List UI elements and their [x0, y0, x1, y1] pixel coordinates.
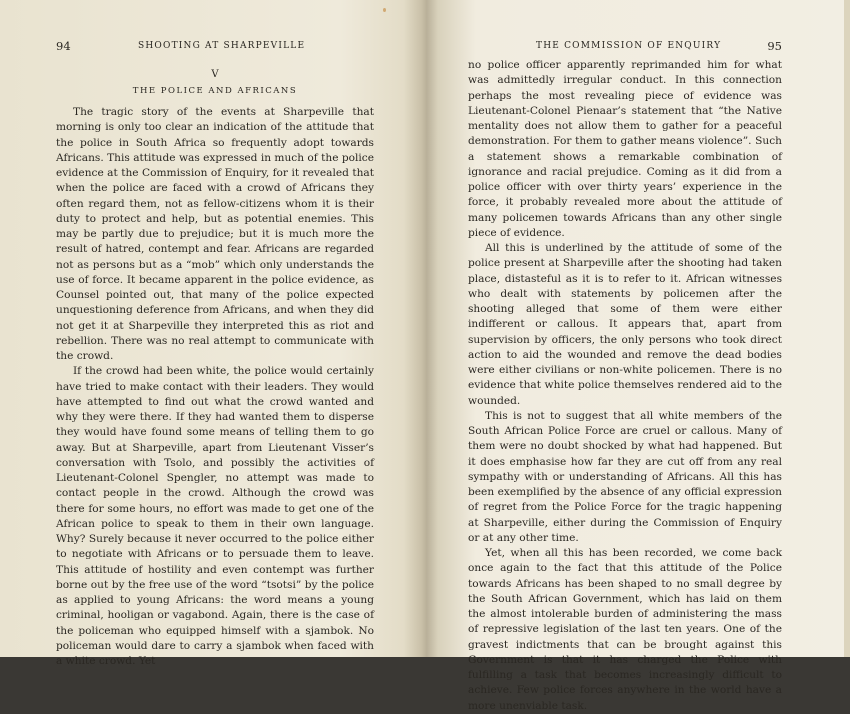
- paragraph: Yet, when all this has been recorded, we come back once again to the fact that this attitude of the Police towards Africans has been shaped to no small degree by the South African Government, which has laid on them the almost intolerable burden of administering the mass of repressive legislation of the last ten years. One of the gravest indictments that can be brought against this Government is that it has charged the Police with fulfilling a task that becomes increasingly difficult to achieve. Few police forces anywhere in the world have a more unenviable task.: [468, 547, 782, 712]
- paragraph: no police officer apparently reprimanded him for what was admittedly irregular conduct. In this connection perhaps the most revealing piece of evidence was Lieutenant-Colonel Pienaar’s statement that “the Native mentality does not allow them to gather for a peaceful demonstration. For them to gather means violence”. Such a statement shows a remarkable combination of ignorance and racial prejudice. Coming as it did from a police officer with over thirty years’ experience in the force, it probably revealed more about the attitude of many policemen towards Africans than any other single piece of evidence.: [468, 59, 782, 239]
- paragraph: All this is underlined by the attitude of some of the police present at Sharpeville after the shooting had taken place, distasteful as it is to refer to it. African witnesses who dealt with statements by policemen after the shooting alleged that some of them were either indifferent or callous. It appears that, apart from supervision by officers, the only persons who took direct action to aid the wounded and remove the dead bodies were either civilians or non-white policemen. There is no evidence that white police themselves rendered aid to the wounded.: [468, 242, 782, 407]
- page-edge: [844, 0, 850, 657]
- paragraph: If the crowd had been white, the police would certainly have tried to make contact with their leaders. They would have attempted to find out what the crowd wanted and why they were there. If they had wanted them to disperse they would have found some means of telling them to go away. But at Sharpeville, apart from Lieutenant Visser’s conversation with Tsolo, and possibly the activities of Lieutenant-Colonel Spengler, no attempt was made to contact people in the crowd. Although the crowd was there for some hours, no effort was made to get one of the African police to speak to them in their own language. Why? Surely because it never occurred to the police either to negotiate with Africans or to persuade them to leave. This attitude of hostility and even contempt was further borne out by the free use of the word “tsotsi” by the police as applied to young Africans: the word means a young criminal, hooligan or vagabond. Again, there is the case of the policeman who equipped himself with a sjambok. No policeman would dare to carry a sjambok when faced with a white crowd. Yet: [56, 365, 374, 667]
- paragraph: This is not to suggest that all white members of the South African Police Force are cruel or callous. Many of them were no doubt shocked by what had happened. But it does emphasise how far they are cut off from any real sympathy with or understanding of Africans. All this has been exemplified by the absence of any official expression of regret from the Police Force for the tragic happening at Sharpeville, either during the Commission of Enquiry or at any other time.: [468, 409, 782, 544]
- body-text: [56, 105, 374, 669]
- paragraph: The tragic story of the events at Sharpeville that morning is only too clear an indication of the attitude that the police in South Africa so frequently adopt towards Africans. This attitude was expressed in much of the police evidence at the Commission of Enquiry, for it revealed that when the police are faced with a crowd of Africans they often regard them, not as fellow-citizens whom it is their duty to protect and help, but as potential enemies. This may be partly due to prejudice; but it is much more the result of hatred, contempt and fear. Africans are regarded not as persons but as a “mob” which only understands the use of force. It became apparent in the police evidence, as Counsel pointed out, that many of the police expected unquestioning deference from Africans, and when they did not get it at Sharpeville they interpreted this as riot and rebellion. There was no real attempt to communicate with the crowd.: [56, 106, 374, 362]
- chapter-number: V: [211, 69, 219, 80]
- paper-stain: [383, 8, 386, 12]
- running-head-title: THE COMMISSION OF ENQUIRY: [536, 41, 722, 51]
- left-page: [56, 0, 374, 667]
- right-page: [468, 0, 782, 712]
- running-head: [56, 40, 374, 60]
- running-head: [468, 40, 782, 60]
- page-number: 95: [767, 39, 782, 53]
- body-text: [468, 58, 782, 714]
- page-number: 94: [56, 39, 71, 53]
- section-title: THE POLICE AND AFRICANS: [132, 86, 298, 96]
- running-head-title: SHOOTING AT SHARPEVILLE: [138, 41, 306, 51]
